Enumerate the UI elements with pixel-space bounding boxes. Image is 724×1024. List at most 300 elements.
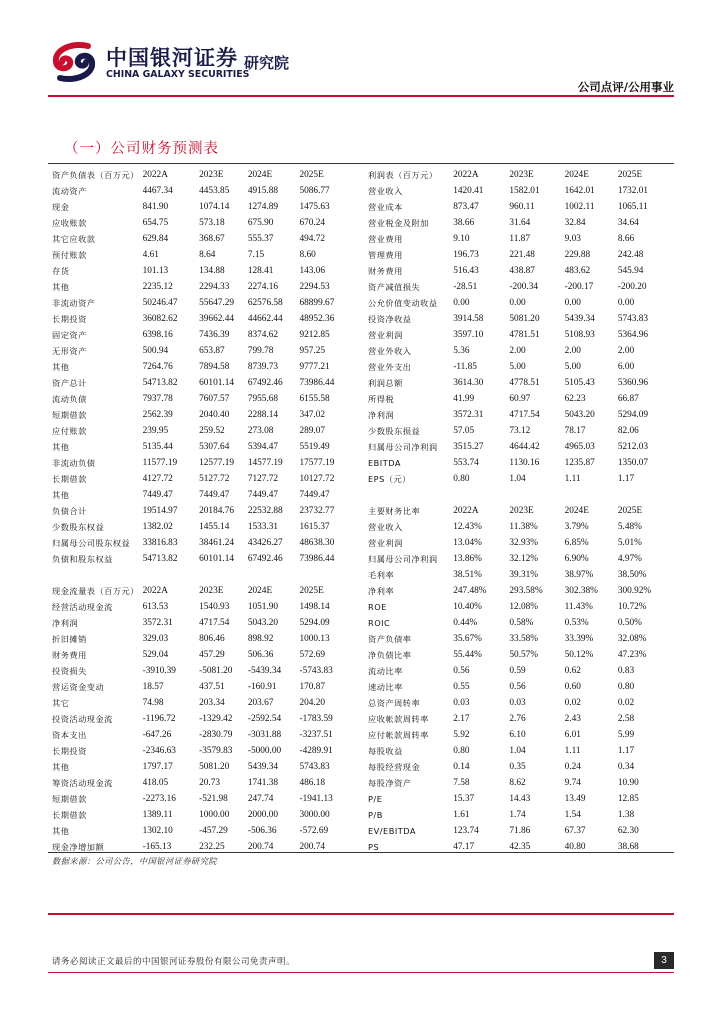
row-label: 利润总额 bbox=[368, 378, 403, 388]
cell-value: 486.18 bbox=[299, 778, 326, 788]
cell-value: 3000.00 bbox=[299, 810, 330, 820]
cell-value: 1.74 bbox=[509, 810, 526, 820]
table-row bbox=[368, 743, 674, 759]
cell-value: 229.88 bbox=[564, 250, 591, 260]
row-label: 营业费用 bbox=[368, 234, 403, 244]
cell-value: 0.62 bbox=[564, 666, 581, 676]
cell-value: 50.12% bbox=[564, 650, 594, 660]
cell-value: 0.02 bbox=[564, 698, 581, 708]
cell-value: 1274.89 bbox=[247, 202, 279, 212]
row-label: 净负债比率 bbox=[368, 650, 412, 660]
table-row bbox=[368, 647, 674, 663]
cell-value: 6.01 bbox=[564, 730, 581, 740]
cell-value: 9.10 bbox=[453, 234, 470, 244]
row-label: EPS（元） bbox=[368, 474, 411, 484]
cell-value: 5.99 bbox=[617, 730, 635, 740]
cell-value: 4781.51 bbox=[509, 330, 540, 340]
cell-value: 1.11 bbox=[564, 474, 581, 484]
cell-value: 38.97% bbox=[564, 570, 594, 580]
cell-value: 60.97 bbox=[509, 394, 531, 404]
cell-value: 1732.01 bbox=[617, 186, 649, 196]
cell-value: 500.94 bbox=[142, 346, 169, 356]
cell-value: 128.41 bbox=[247, 266, 274, 276]
row-label: 负债合计 bbox=[52, 506, 87, 516]
cell-value: 2235.12 bbox=[142, 282, 173, 292]
cell-value: 38.68 bbox=[617, 842, 639, 852]
disclaimer-text: 请务必阅读正文最后的中国银河证券股份有限公司免责声明。 bbox=[52, 957, 296, 967]
row-label: 归属母公司净利润 bbox=[368, 442, 438, 452]
cell-value: 247.48% bbox=[453, 586, 487, 596]
cell-value: 8.66 bbox=[617, 234, 635, 244]
cell-value: 5.00 bbox=[564, 362, 581, 372]
cell-value: 39.31% bbox=[509, 570, 539, 580]
cell-value: 7607.57 bbox=[199, 394, 230, 404]
cell-value: 67.37 bbox=[564, 826, 586, 836]
brand-logo bbox=[48, 40, 408, 84]
cell-value: 0.03 bbox=[509, 698, 526, 708]
cell-value: 654.75 bbox=[142, 218, 169, 228]
cell-value: 17577.19 bbox=[299, 458, 335, 468]
cell-value: 1000.13 bbox=[299, 634, 330, 644]
cell-value: -5439.34 bbox=[247, 666, 282, 676]
row-label: 总资产周转率 bbox=[368, 698, 421, 708]
cell-value: 7264.76 bbox=[142, 362, 173, 372]
cell-value: 7937.78 bbox=[142, 394, 173, 404]
cell-value: -2592.54 bbox=[247, 714, 282, 724]
cell-value: 675.90 bbox=[247, 218, 274, 228]
row-label: ROIC bbox=[368, 618, 391, 628]
cell-value: 5743.83 bbox=[299, 762, 330, 772]
cell-value: 12577.19 bbox=[199, 458, 234, 468]
footer-divider bbox=[48, 913, 674, 915]
cell-value: 483.62 bbox=[564, 266, 591, 276]
cell-value: 35.67% bbox=[453, 634, 482, 644]
cell-value: 9212.85 bbox=[299, 330, 330, 340]
cell-value: 203.34 bbox=[199, 698, 225, 708]
table-row bbox=[52, 183, 356, 199]
cell-value: 4644.42 bbox=[509, 442, 540, 452]
cell-value: 22532.88 bbox=[247, 506, 283, 516]
table-row bbox=[368, 231, 674, 247]
cell-value: 2025E bbox=[617, 506, 643, 516]
cell-value: -28.51 bbox=[453, 282, 478, 292]
cell-value: 12.85 bbox=[617, 794, 639, 804]
cell-value bbox=[565, 487, 618, 503]
cell-value: 60101.14 bbox=[199, 378, 234, 388]
cell-value bbox=[199, 567, 248, 583]
cell-value: 3572.31 bbox=[453, 410, 484, 420]
cell-value: -457.29 bbox=[199, 826, 228, 836]
cell-value: 50246.47 bbox=[142, 298, 178, 308]
table-row bbox=[52, 231, 356, 247]
cell-value: 57.05 bbox=[453, 426, 475, 436]
cell-value: 9777.21 bbox=[299, 362, 330, 372]
table-row bbox=[52, 391, 356, 407]
cell-value: 34.64 bbox=[617, 218, 639, 228]
cell-value: 60101.14 bbox=[199, 554, 234, 564]
row-label: 营运资金变动 bbox=[52, 682, 105, 692]
cell-value: 33816.83 bbox=[142, 538, 178, 548]
table-row bbox=[368, 455, 674, 471]
cell-value: 13.49 bbox=[564, 794, 586, 804]
row-label: 长期投资 bbox=[52, 314, 87, 324]
income-ratio-table bbox=[368, 167, 674, 855]
table-row bbox=[52, 279, 356, 295]
cell-value: 62.30 bbox=[617, 826, 639, 836]
cell-value: 1615.37 bbox=[299, 522, 330, 532]
cell-value: 10.40% bbox=[453, 602, 482, 612]
cell-value: 4127.72 bbox=[142, 474, 173, 484]
cell-value: 4717.54 bbox=[509, 410, 540, 420]
table-row bbox=[368, 391, 674, 407]
cell-value: 40.80 bbox=[564, 842, 586, 852]
cell-value: 5081.20 bbox=[509, 314, 540, 324]
cell-value: 10127.72 bbox=[299, 474, 335, 484]
cell-value: 259.52 bbox=[199, 426, 225, 436]
cell-value: 247.74 bbox=[247, 794, 274, 804]
cell-value: -200.17 bbox=[564, 282, 594, 292]
row-label: 营业成本 bbox=[368, 202, 403, 212]
table-row bbox=[368, 615, 674, 631]
row-label: 少数股东权益 bbox=[52, 522, 105, 532]
row-label: 每股经营现金 bbox=[368, 762, 421, 772]
table-row bbox=[368, 807, 674, 823]
cell-value: 3515.27 bbox=[453, 442, 484, 452]
cell-value: 2023E bbox=[199, 170, 224, 180]
cell-value: 0.00 bbox=[453, 298, 470, 308]
cell-value: 6.10 bbox=[509, 730, 526, 740]
cell-value: 74.98 bbox=[142, 698, 164, 708]
cell-value: 232.25 bbox=[199, 842, 225, 852]
table-row bbox=[368, 311, 674, 327]
table-row bbox=[368, 631, 674, 647]
cell-value: 67492.46 bbox=[247, 554, 283, 564]
table-row bbox=[368, 567, 674, 583]
cell-value: 11577.19 bbox=[142, 458, 178, 468]
row-label: 主要财务比率 bbox=[368, 506, 421, 516]
page-number: 3 bbox=[654, 952, 674, 969]
cell-value: 2.76 bbox=[509, 714, 526, 724]
cell-value: 0.80 bbox=[453, 746, 470, 756]
table-row bbox=[52, 311, 356, 327]
cell-value: 5364.96 bbox=[617, 330, 649, 340]
table-row bbox=[52, 423, 356, 439]
report-type: 公司点评/公用事业 bbox=[577, 80, 674, 94]
row-label: 财务费用 bbox=[368, 266, 403, 276]
cell-value: 7.58 bbox=[453, 778, 470, 788]
table-row bbox=[368, 407, 674, 423]
cell-value: 11.38% bbox=[509, 522, 538, 532]
table-row bbox=[52, 407, 356, 423]
table-row bbox=[52, 247, 356, 263]
table-row bbox=[52, 663, 356, 679]
table-row bbox=[368, 183, 674, 199]
cell-value: -647.26 bbox=[142, 730, 172, 740]
cell-value: 0.24 bbox=[564, 762, 581, 772]
cell-value: 7449.47 bbox=[142, 490, 173, 500]
cell-value: 1051.90 bbox=[247, 602, 279, 612]
cell-value: 2.17 bbox=[453, 714, 470, 724]
row-label: 其它应收款 bbox=[52, 234, 96, 244]
row-label: 长期投资 bbox=[52, 746, 87, 756]
row-label: 资产总计 bbox=[52, 378, 87, 388]
cell-value: 5360.96 bbox=[617, 378, 649, 388]
cell-value: 4965.03 bbox=[564, 442, 595, 452]
footer-bottom-rule bbox=[48, 972, 674, 973]
row-label: 资产负债表（百万元） bbox=[52, 170, 139, 180]
row-label: 营业利润 bbox=[368, 330, 403, 340]
cell-value: 68899.67 bbox=[299, 298, 335, 308]
table-row bbox=[52, 551, 356, 567]
cell-value: 7449.47 bbox=[199, 490, 230, 500]
cell-value: 5294.09 bbox=[299, 618, 330, 628]
cell-value: 0.53% bbox=[564, 618, 589, 628]
cell-value: 3572.31 bbox=[142, 618, 173, 628]
cell-value bbox=[618, 487, 674, 503]
cell-value: 7436.39 bbox=[199, 330, 230, 340]
cell-value: 5086.77 bbox=[299, 186, 330, 196]
cell-value: 5043.20 bbox=[247, 618, 279, 628]
row-label: 预付账款 bbox=[52, 250, 87, 260]
row-label: 每股收益 bbox=[368, 746, 403, 756]
cell-value: 1.61 bbox=[453, 810, 470, 820]
cell-value: -2346.63 bbox=[142, 746, 176, 756]
cell-value: 1.11 bbox=[564, 746, 581, 756]
cell-value: -11.85 bbox=[453, 362, 477, 372]
table-row bbox=[52, 567, 356, 583]
table-row bbox=[52, 759, 356, 775]
cell-value: 629.84 bbox=[142, 234, 169, 244]
cell-value: 1455.14 bbox=[199, 522, 230, 532]
cell-value: 5294.09 bbox=[617, 410, 649, 420]
cell-value: 20184.76 bbox=[199, 506, 234, 516]
header-divider bbox=[48, 95, 674, 97]
cell-value: 6.90% bbox=[564, 554, 589, 564]
cell-value: 20.73 bbox=[199, 778, 221, 788]
cell-value: -5743.83 bbox=[299, 666, 333, 676]
table-row bbox=[52, 775, 356, 791]
cell-value: 204.20 bbox=[299, 698, 326, 708]
cell-value: 32.93% bbox=[509, 538, 539, 548]
table-bottom-rule bbox=[48, 852, 674, 853]
cell-value: 457.29 bbox=[199, 650, 225, 660]
row-label: 经营活动现金流 bbox=[52, 602, 113, 612]
cell-value: 438.87 bbox=[509, 266, 535, 276]
cell-value: 2.00 bbox=[509, 346, 526, 356]
cell-value: 8.60 bbox=[299, 250, 316, 260]
table-row bbox=[368, 471, 674, 487]
cell-value: -521.98 bbox=[199, 794, 228, 804]
cell-value: 2024E bbox=[564, 506, 589, 516]
cell-value: 38.51% bbox=[453, 570, 482, 580]
cell-value: 48638.30 bbox=[299, 538, 335, 548]
row-label: 资本支出 bbox=[52, 730, 87, 740]
cell-value: 2025E bbox=[299, 170, 324, 180]
table-row bbox=[52, 647, 356, 663]
cell-value: 23732.77 bbox=[299, 506, 335, 516]
cell-value: 1741.38 bbox=[247, 778, 279, 788]
cell-value: 11.87 bbox=[509, 234, 530, 244]
table-row bbox=[52, 215, 356, 231]
cell-value bbox=[509, 487, 564, 503]
table-row bbox=[368, 535, 674, 551]
cell-value: 2562.39 bbox=[142, 410, 173, 420]
table-row bbox=[368, 583, 674, 599]
cell-value: 5135.44 bbox=[142, 442, 173, 452]
cell-value: 506.36 bbox=[247, 650, 274, 660]
cell-value: 82.06 bbox=[617, 426, 639, 436]
row-label: 长期借款 bbox=[52, 474, 87, 484]
row-label: 少数股东损益 bbox=[368, 426, 421, 436]
cell-value: 32.08% bbox=[617, 634, 647, 644]
cell-value: -165.13 bbox=[142, 842, 172, 852]
cell-value: 134.88 bbox=[199, 266, 225, 276]
cell-value: 239.95 bbox=[142, 426, 169, 436]
table-row bbox=[368, 759, 674, 775]
cell-value: 10.90 bbox=[617, 778, 639, 788]
row-label: 应付账款 bbox=[52, 426, 87, 436]
cell-value: 5.00 bbox=[509, 362, 526, 372]
cell-value: 0.83 bbox=[617, 666, 635, 676]
row-label: 其他 bbox=[52, 762, 70, 772]
table-row bbox=[52, 327, 356, 343]
row-label: 其它 bbox=[52, 698, 70, 708]
cell-value: 2022A bbox=[453, 506, 479, 516]
cell-value: 1420.41 bbox=[453, 186, 484, 196]
cell-value: 0.80 bbox=[453, 474, 470, 484]
institute-label: 研究院 bbox=[244, 54, 290, 72]
row-label: 其他 bbox=[52, 490, 70, 500]
balance-cashflow-table bbox=[52, 167, 356, 855]
table-row bbox=[368, 551, 674, 567]
cell-value: 273.08 bbox=[247, 426, 274, 436]
cell-value: 799.78 bbox=[247, 346, 274, 356]
table-row bbox=[368, 663, 674, 679]
cell-value: 2.43 bbox=[564, 714, 581, 724]
cell-value: 0.00 bbox=[617, 298, 635, 308]
cell-value: 1235.87 bbox=[564, 458, 595, 468]
table-row bbox=[368, 375, 674, 391]
row-label: 投资活动现金流 bbox=[52, 714, 113, 724]
cell-value: 1797.17 bbox=[142, 762, 173, 772]
cell-value: 6.85% bbox=[564, 538, 589, 548]
cell-value: 2024E bbox=[564, 170, 589, 180]
row-label: 其他 bbox=[52, 826, 70, 836]
cell-value: 5.01% bbox=[617, 538, 642, 548]
cell-value bbox=[299, 567, 356, 583]
cell-value: 5.36 bbox=[453, 346, 470, 356]
cell-value: 545.94 bbox=[617, 266, 644, 276]
table-row bbox=[52, 295, 356, 311]
table-row bbox=[52, 535, 356, 551]
table-row bbox=[368, 487, 674, 503]
table-row bbox=[368, 711, 674, 727]
cell-value: 200.74 bbox=[299, 842, 326, 852]
row-label: 流动负债 bbox=[52, 394, 87, 404]
row-label: 应收帐款周转率 bbox=[368, 714, 429, 724]
cell-value: 613.53 bbox=[142, 602, 169, 612]
row-label: 每股净资产 bbox=[368, 778, 412, 788]
cell-value: -2830.79 bbox=[199, 730, 233, 740]
cell-value: 573.18 bbox=[199, 218, 225, 228]
cell-value: 572.69 bbox=[299, 650, 326, 660]
cell-value: 2274.16 bbox=[247, 282, 279, 292]
cell-value: 347.02 bbox=[299, 410, 326, 420]
cell-value: 101.13 bbox=[142, 266, 169, 276]
cell-value: 42.35 bbox=[509, 842, 531, 852]
cell-value: 302.38% bbox=[564, 586, 598, 596]
table-row bbox=[52, 615, 356, 631]
table-row bbox=[368, 343, 674, 359]
table-row bbox=[52, 199, 356, 215]
row-label: 所得税 bbox=[368, 394, 395, 404]
row-label: P/E bbox=[368, 794, 383, 804]
table-row bbox=[368, 823, 674, 839]
row-label: 营业税金及附加 bbox=[368, 218, 429, 228]
cell-value: 31.64 bbox=[509, 218, 531, 228]
cell-value: 0.59 bbox=[509, 666, 526, 676]
cell-value: 553.74 bbox=[453, 458, 479, 468]
cell-value: 960.11 bbox=[509, 202, 535, 212]
cell-value: -1329.42 bbox=[199, 714, 233, 724]
cell-value: 39662.44 bbox=[199, 314, 234, 324]
cell-value: 1.17 bbox=[617, 746, 635, 756]
table-row bbox=[52, 263, 356, 279]
cell-value: 2023E bbox=[509, 170, 534, 180]
cell-value: 5743.83 bbox=[617, 314, 649, 324]
cell-value: 200.74 bbox=[247, 842, 274, 852]
cell-value: -3579.83 bbox=[199, 746, 233, 756]
cell-value: 2023E bbox=[199, 586, 224, 596]
cell-value: 4.97% bbox=[617, 554, 642, 564]
cell-value: 67492.46 bbox=[247, 378, 283, 388]
cell-value: 1475.63 bbox=[299, 202, 330, 212]
table-row bbox=[368, 215, 674, 231]
cell-value: 1.17 bbox=[617, 474, 635, 484]
row-label: 应收账款 bbox=[52, 218, 87, 228]
cell-value: 11.43% bbox=[564, 602, 593, 612]
cell-value: 2288.14 bbox=[247, 410, 279, 420]
cell-value: 300.92% bbox=[617, 586, 652, 596]
table-row bbox=[52, 343, 356, 359]
cell-value: 242.48 bbox=[617, 250, 644, 260]
table-row bbox=[368, 599, 674, 615]
row-label: 折旧摊销 bbox=[52, 634, 87, 644]
cell-value: 4915.88 bbox=[247, 186, 279, 196]
cell-value: 47.23% bbox=[617, 650, 647, 660]
row-label: 资产负债率 bbox=[368, 634, 412, 644]
cell-value: 38.50% bbox=[617, 570, 647, 580]
cell-value: 54713.82 bbox=[142, 554, 178, 564]
company-name-cn: 中国银河证券 bbox=[106, 46, 238, 70]
cell-value: 196.73 bbox=[453, 250, 479, 260]
cell-value: 5439.34 bbox=[564, 314, 595, 324]
row-label: 毛利率 bbox=[368, 570, 395, 580]
cell-value: 0.55 bbox=[453, 682, 470, 692]
cell-value: 6.00 bbox=[617, 362, 635, 372]
row-label: 流动资产 bbox=[52, 186, 87, 196]
table-row bbox=[52, 439, 356, 455]
row-label: 归属母公司股东权益 bbox=[52, 538, 131, 548]
cell-value: 54713.82 bbox=[142, 378, 178, 388]
cell-value: 1.38 bbox=[617, 810, 635, 820]
galaxy-logo-icon bbox=[48, 40, 100, 84]
table-row bbox=[368, 695, 674, 711]
cell-value: 957.25 bbox=[299, 346, 326, 356]
row-label: EBITDA bbox=[368, 458, 401, 468]
table-row bbox=[52, 359, 356, 375]
cell-value: 2025E bbox=[299, 586, 324, 596]
